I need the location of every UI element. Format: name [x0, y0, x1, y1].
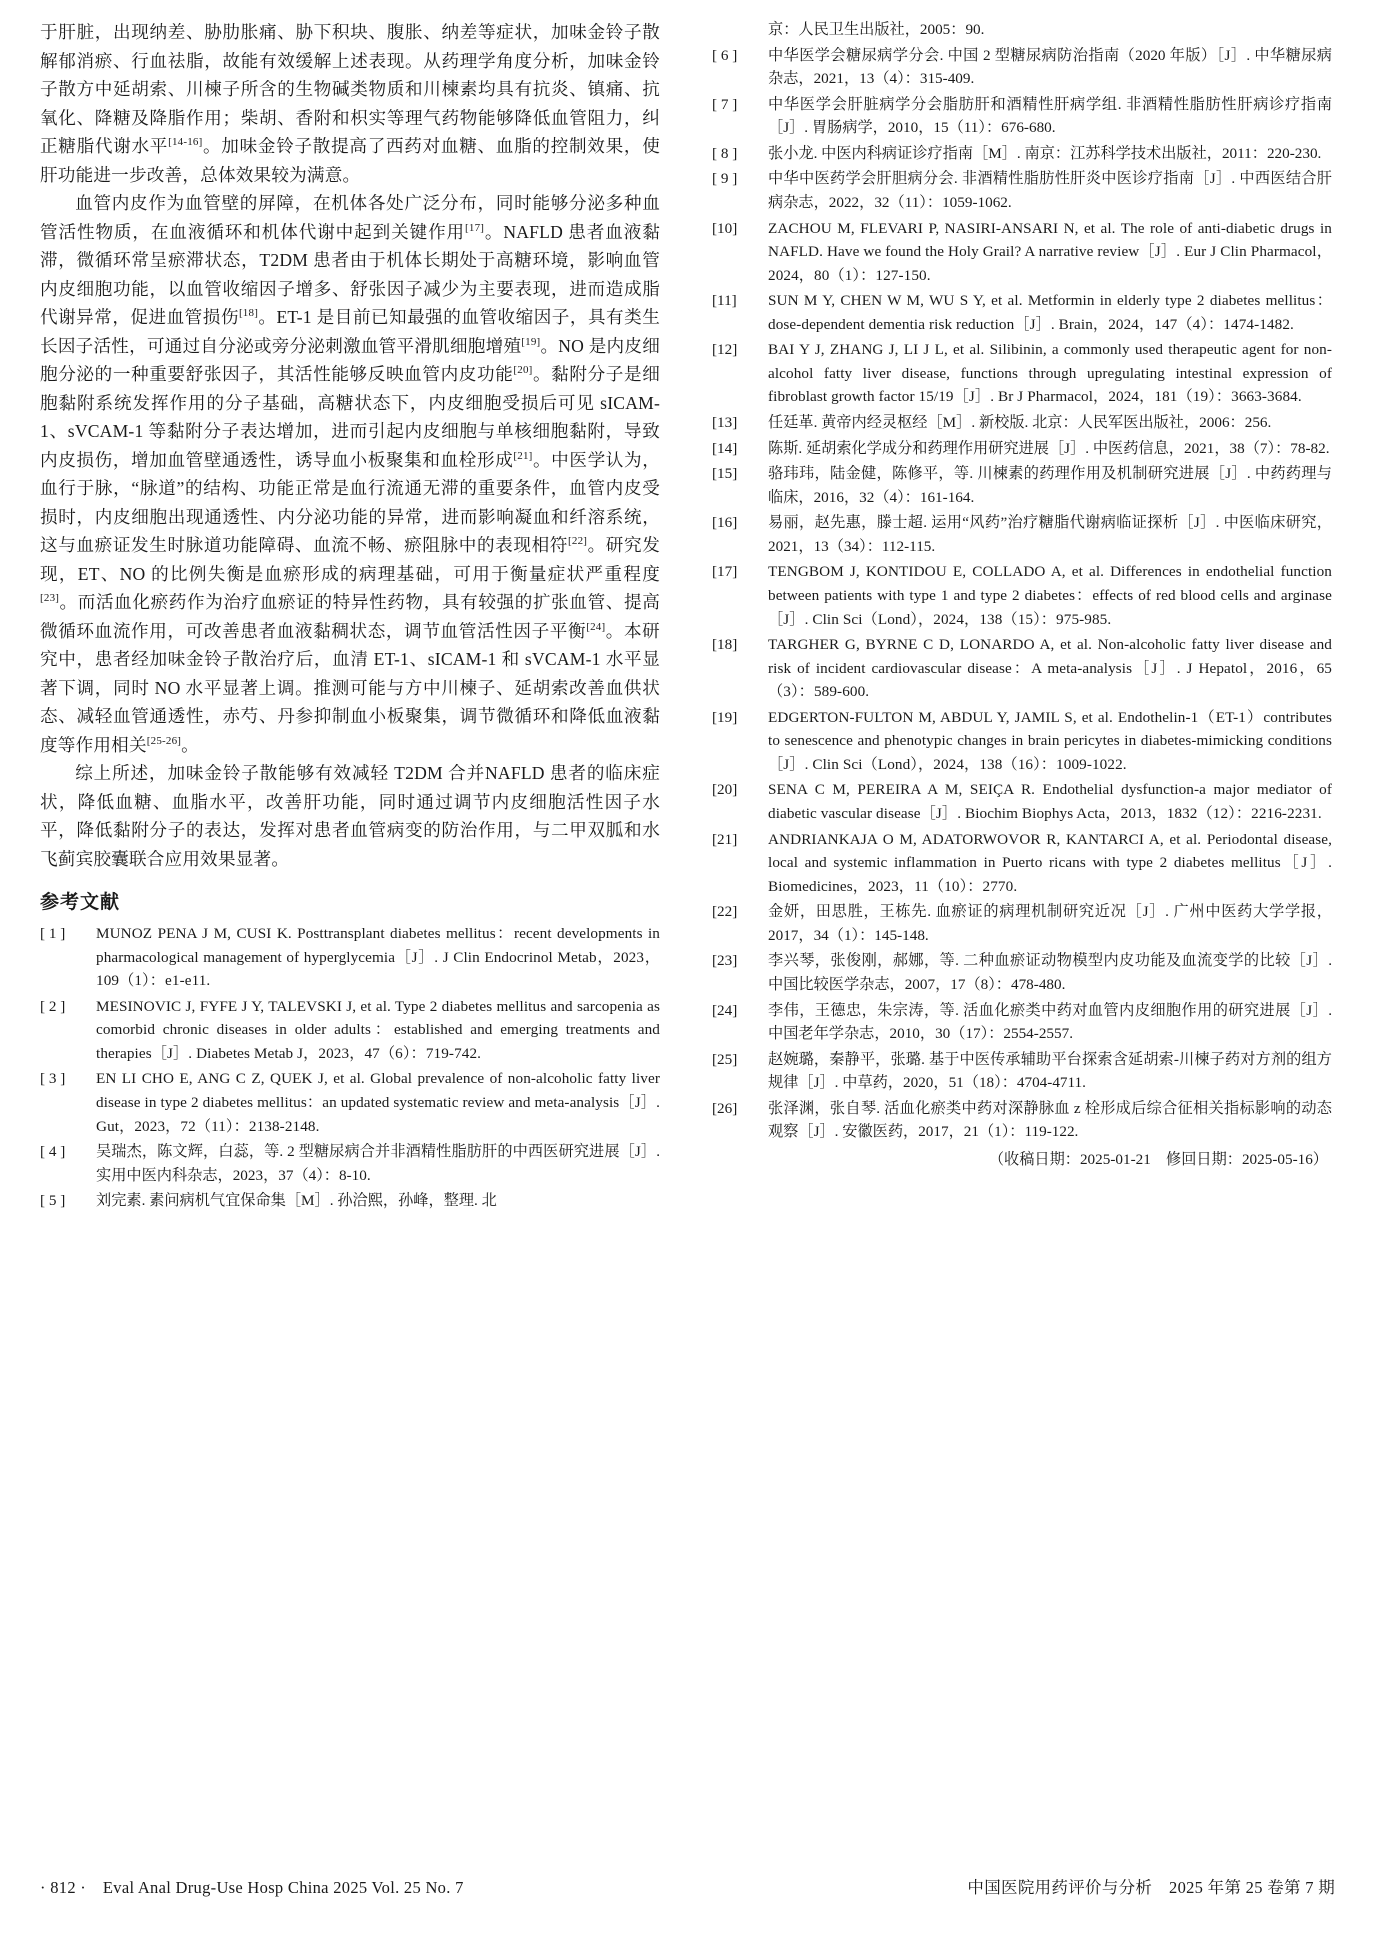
reference-continuation-text: 京：人民卫生出版社，2005：90.	[768, 21, 985, 38]
reference-number: [11]	[712, 292, 737, 310]
reference-item	[40, 1140, 660, 1187]
reference-number: [ 3 ]	[40, 1070, 66, 1088]
reference-item	[712, 900, 1332, 947]
reference-item	[712, 1097, 1332, 1144]
reference-number: [ 7 ]	[712, 95, 738, 113]
reference-number: [23]	[712, 952, 738, 970]
reference-number: [24]	[712, 1001, 738, 1019]
reference-text: 吴瑞杰，陈文辉，白蕊，等. 2 型糖尿病合并非酒精性脂肪肝的中西医研究进展［J］. 实用中医内科杂志，2023，37（4）：8-10.	[96, 1143, 660, 1184]
reference-item	[712, 44, 1332, 91]
reference-number: [ 1 ]	[40, 925, 66, 942]
reference-text: 刘完素. 素问病机气宜保命集［M］. 孙洽熙，孙峰，整理. 北	[96, 1192, 497, 1210]
reference-text: 易丽，赵先惠，滕士超. 运用“风药”治疗糖脂代谢病临证探析［J］. 中医临床研究，2021，13（34）：112-115.	[768, 514, 1332, 555]
reference-text: 金妍，田思胜，王栋先. 血瘀证的病理机制研究近况［J］. 广州中医药大学学报，2017，34（1）：145-148.	[768, 903, 1332, 944]
reference-item	[712, 511, 1332, 558]
reference-text: MUNOZ PENA J M, CUSI K. Posttransplant diabetes mellitus：recent developments in pharmacological management of hyperglycemia［J］. J Clin Endocrinol Metab，2023，109（1）：e1-e11.	[96, 925, 660, 990]
right-column	[712, 18, 1332, 1808]
reference-item	[712, 93, 1332, 140]
reference-number: [10]	[712, 219, 738, 237]
reference-item	[712, 999, 1332, 1046]
reference-text: 张小龙. 中医内科病证诊疗指南［M］. 南京：江苏科学技术出版社，2011：220-230.	[768, 144, 1322, 162]
reference-text: 中华医学会糖尿病学分会. 中国 2 型糖尿病防治指南（2020 年版）［J］. 中华糖尿病杂志，2021，13（4）：315-409.	[768, 46, 1332, 88]
reference-number: [12]	[712, 341, 738, 359]
left-column	[40, 18, 660, 1808]
reference-text: SENA C M, PEREIRA A M, SEIÇA R. Endothelial dysfunction-a major mediator of diabetic vascular disease［J］. Biochim Biophys Acta，2013，1832（12）：2216-2231.	[768, 781, 1332, 822]
reference-text: EN LI CHO E, ANG C Z, QUEK J, et al. Global prevalence of non-alcoholic fatty liver disease in type 2 diabetes mellitus：an updated systematic review and meta-analysis［J］. Gut，2023，72（11）：2138-2148.	[96, 1070, 660, 1135]
reference-item	[712, 338, 1332, 409]
reference-continuation	[712, 18, 1332, 42]
reference-item	[712, 411, 1332, 435]
reference-number: [13]	[712, 414, 738, 431]
reference-item	[712, 289, 1332, 336]
reference-number: [15]	[712, 465, 738, 483]
paragraph-conclusion: 综上所述，加味金铃子散能够有效减轻 T2DM 合并NAFLD 患者的临床症状，降低血糖、血脂水平，改善肝功能，同时通过调节内皮细胞活性因子水平，降低黏附分子的表达，发挥对患者血管病变的防治作用，与二甲双胍和水飞蓟宾胶囊联合应用效果显著。	[40, 763, 660, 869]
reference-item	[40, 922, 660, 993]
reference-text: TENGBOM J, KONTIDOU E, COLLADO A, et al. Differences in endothelial function between patients with type 1 and type 2 diabetes：effects of red blood cells and arginase［J］. Clin Sci（Lond），2024，138（15）：975-985.	[768, 563, 1332, 628]
reference-item	[712, 828, 1332, 899]
paragraph-discussion-1: 于肝脏，出现纳差、胁肋胀痛、胁下积块、腹胀、纳差等症状，加味金铃子散解郁消瘀、行血祛脂，故能有效缓解上述表现。从药理学角度分析，加味金铃子散方中延胡索、川楝子所含的生物碱类物质和川楝素均具有抗炎、镇痛、抗氧化、降糖及降脂作用；柴胡、香附和枳实等理气药物能够降低血管阻力，纠正糖脂代谢水平[14-16]。加味金铃子散提高了西药对血糖、血脂的控制效果，使肝功能进一步改善，总体效果较为满意。	[40, 22, 660, 185]
reference-text: 李兴琴，张俊刚，郝娜，等. 二种血瘀证动物模型内皮功能及血流变学的比较［J］. 中国比较医学杂志，2007，17（8）：478-480.	[768, 952, 1332, 993]
reference-text: BAI Y J, ZHANG J, LI J L, et al. Silibinin, a commonly used therapeutic agent for non-alcohol fatty liver disease, functions through upregulating intestinal expression of fibroblast growth factor 15/19［J］. Br J Pharmacol，2024，181（19）：3663-3684.	[768, 341, 1332, 406]
reference-text: ANDRIANKAJA O M, ADATORWOVOR R, KANTARCI A, et al. Periodontal disease, local and systemic inflammation in Puerto ricans with type 2 diabetes mellitus［J］. Biomedicines，2023，11（10）：2770.	[768, 830, 1332, 895]
reference-item	[712, 142, 1332, 166]
reference-text: 中华中医药学会肝胆病分会. 非酒精性脂肪性肝炎中医诊疗指南［J］. 中西医结合肝病杂志，2022，32（11）：1059-1062.	[768, 170, 1332, 211]
reference-text: 赵婉璐，秦静平，张璐. 基于中医传承辅助平台探索含延胡索-川楝子药对方剂的组方规律［J］. 中草药，2020，51（18）：4704-4711.	[768, 1050, 1332, 1092]
reference-number: [ 6 ]	[712, 46, 738, 64]
reference-number: [16]	[712, 514, 738, 532]
reference-item	[712, 167, 1332, 214]
reference-item	[712, 437, 1332, 461]
reference-number: [18]	[712, 636, 738, 654]
reference-number: [14]	[712, 439, 738, 457]
reference-item	[712, 1048, 1332, 1095]
reference-text: MESINOVIC J, FYFE J Y, TALEVSKI J, et al. Type 2 diabetes mellitus and sarcopenia as comorbid chronic diseases in older adults：established and emerging treatments and therapies［J］. Diabetes Metab J，2023，47（6）：719-742.	[96, 997, 660, 1062]
reference-list-right	[712, 18, 1332, 1144]
reference-number: [19]	[712, 708, 738, 726]
reference-text: SUN M Y, CHEN W M, WU S Y, et al. Metformin in elderly type 2 diabetes mellitus：dose-dependent dementia risk reduction［J］. Brain，2024，147（4）：1474-1482.	[768, 292, 1332, 333]
reference-item	[40, 1067, 660, 1138]
reference-text: 中华医学会肝脏病学分会脂肪肝和酒精性肝病学组. 非酒精性脂肪性肝病诊疗指南［J］. 胃肠病学，2010，15（11）：676-680.	[768, 95, 1332, 137]
reference-number: [ 5 ]	[40, 1192, 66, 1210]
footer-left-text: · 812 · Eval Anal Drug-Use Hosp China 2025 Vol. 25 No. 7	[40, 1878, 464, 1897]
reference-item	[712, 949, 1332, 996]
reference-item	[40, 995, 660, 1066]
reference-text: ZACHOU M, FLEVARI P, NASIRI-ANSARI N, et al. The role of anti-diabetic drugs in NAFLD. Have we found the Holy Grail? A narrative review［J］. Eur J Clin Pharmacol，2024，80（1）：127-150.	[768, 219, 1332, 284]
received-revised-date: （收稿日期：2025-01-21 修回日期：2025-05-16）	[988, 1150, 1328, 1168]
reference-item	[712, 778, 1332, 825]
references-heading: 参考文献	[40, 891, 121, 913]
reference-number: [ 2 ]	[40, 997, 66, 1015]
page-footer	[40, 1874, 1335, 1898]
reference-item	[712, 706, 1332, 777]
reference-text: 李伟，王德忠，朱宗涛，等. 活血化瘀类中药对血管内皮细胞作用的研究进展［J］. 中国老年学杂志，2010，30（17）：2554-2557.	[768, 1001, 1332, 1043]
footer-right-text: 中国医院用药评价与分析 2025 年第 25 卷第 7 期	[967, 1878, 1335, 1897]
reference-item	[40, 1189, 660, 1213]
reference-text: 陈斯. 延胡索化学成分和药理作用研究进展［J］. 中医药信息，2021，38（7）：78-82.	[768, 439, 1330, 457]
reference-number: [17]	[712, 563, 738, 581]
reference-text: EDGERTON-FULTON M, ABDUL Y, JAMIL S, et al. Endothelin-1（ET-1）contributes to senescence and phenotypic changes in brain pericytes in diabetes-mimicking conditions［J］. Clin Sci（Lond），2024，138（16）：1009-1022.	[768, 708, 1332, 773]
reference-item	[712, 217, 1332, 288]
reference-number: [20]	[712, 781, 738, 799]
paragraph-discussion-2: 血管内皮作为血管壁的屏障，在机体各处广泛分布，同时能够分泌多种血管活性物质，在血液循环和机体代谢中起到关键作用[17]。NAFLD 患者血液黏滞，微循环常呈瘀滞状态，T2DM 患者由于机体长期处于高糖环境，影响血管内皮细胞功能，以血管收缩因子增多、舒张因子减少为主要表现，进而造成脂代谢异常，促进血管损伤[18]。ET-1 是目前已知最强的血管收缩因子，具有类生长因子活性，可通过自分泌或旁分泌刺激血管平滑肌细胞增殖[19]。NO 是内皮细胞分泌的一种重要舒张因子，其活性能够反映血管内皮功能[20]。黏附分子是细胞黏附系统发挥作用的分子基础，高糖状态下，内皮细胞受损后可见 sICAM-1、sVCAM-1 等黏附分子表达增加，进而引起内皮细胞与单核细胞黏附，导致内皮损伤，增加血管壁通透性，诱导血小板聚集和血栓形成[21]。中医学认为，血行于脉，“脉道”的结构、功能正常是血行流通无滞的重要条件，血管内皮受损时，内皮细胞出现通透性、内分泌功能的异常，进而影响凝血和纤溶系统，这与血瘀证发生时脉道功能障碍、血流不畅、瘀阻脉中的表现相符[22]。研究发现，ET、NO 的比例失衡是血瘀形成的病理基础，可用于衡量症状严重程度[23]。而活血化瘀药作为治疗血瘀证的特异性药物，具有较强的扩张血管、提高微循环血流作用，可改善患者血液黏稠状态，调节血管活性因子平衡[24]。本研究中，患者经加味金铃子散治疗后，血清 ET-1、sICAM-1 和 sVCAM-1 水平显著下调，同时 NO 水平显著上调。推测可能与方中川楝子、延胡索改善血供状态、减轻血管通透性，赤芍、丹参抑制血小板聚集，调节微循环和降低血液黏度等作用相关[25-26]。	[40, 193, 661, 755]
reference-number: [25]	[712, 1050, 738, 1068]
reference-text: TARGHER G, BYRNE C D, LONARDO A, et al. Non-alcoholic fatty liver disease and risk of incident cardiovascular disease：A meta-analysis［J］. J Hepatol，2016，65（3）：589-600.	[768, 636, 1332, 701]
reference-number: [21]	[712, 830, 738, 848]
reference-text: 骆玮玮，陆金健，陈修平，等. 川楝素的药理作用及机制研究进展［J］. 中药药理与临床，2016，32（4）：161-164.	[768, 465, 1332, 506]
two-column-layout	[40, 18, 1335, 1808]
reference-item	[712, 560, 1332, 631]
reference-number: [22]	[712, 903, 738, 921]
reference-item	[712, 462, 1332, 509]
reference-number: [ 8 ]	[712, 144, 738, 162]
reference-text: 张泽渊，张自琴. 活血化瘀类中药对深静脉血 z 栓形成后综合征相关指标影响的动态观察［J］. 安徽医药，2017，21（1）：119-122.	[768, 1099, 1332, 1141]
reference-list-left	[40, 922, 660, 1213]
reference-number: [ 4 ]	[40, 1143, 66, 1161]
reference-text: 任廷革. 黄帝内经灵枢经［M］. 新校版. 北京：人民军医出版社，2006：256.	[768, 414, 1272, 431]
reference-item	[712, 633, 1332, 704]
reference-number: [ 9 ]	[712, 170, 738, 188]
reference-number: [26]	[712, 1099, 738, 1117]
